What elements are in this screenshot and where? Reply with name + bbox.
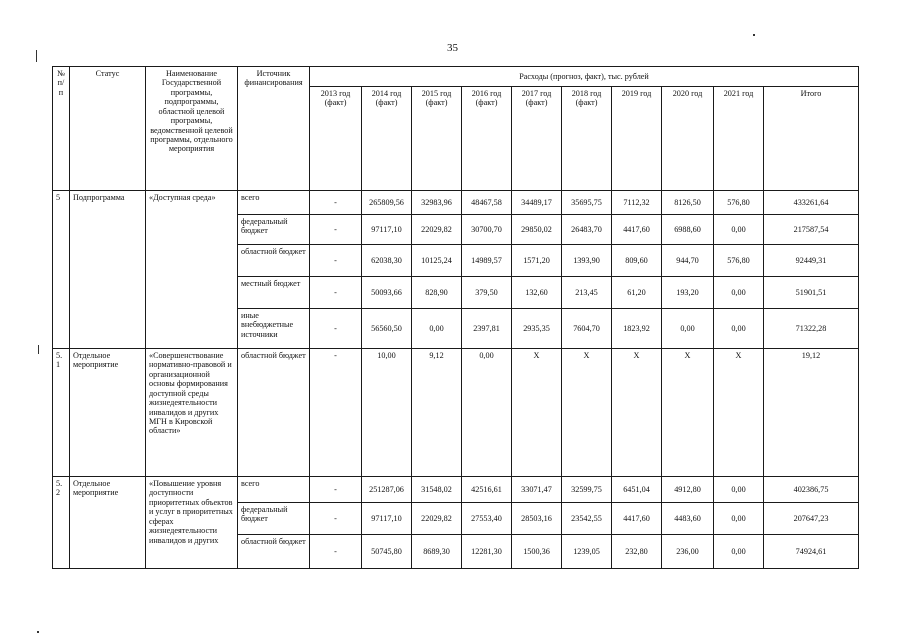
header-year: 2015 год (факт) [412, 87, 462, 191]
row-total-value: 217587,54 [764, 215, 859, 245]
row-year-value: 50093,66 [362, 277, 412, 309]
row-year-value: 0,00 [714, 309, 764, 349]
row-funding-source: областной бюджет [238, 535, 310, 569]
row-total-value: 402386,75 [764, 477, 859, 503]
row-number: 5.1 [53, 349, 70, 477]
row-year-value: 62038,30 [362, 245, 412, 277]
row-year-value: 0,00 [662, 309, 714, 349]
row-funding-source: областной бюджет [238, 349, 310, 477]
row-year-value: X [562, 349, 612, 477]
header-year: 2020 год [662, 87, 714, 191]
row-year-value: 0,00 [462, 349, 512, 477]
row-program-name: «Доступная среда» [146, 191, 238, 349]
row-year-value: 265809,56 [362, 191, 412, 215]
row-year-value: 32599,75 [562, 477, 612, 503]
row-year-value: 8689,30 [412, 535, 462, 569]
header-year: 2018 год (факт) [562, 87, 612, 191]
row-program-name: «Совершенствование нормативно-правовой и организационной основы формирования доступной среды жизнедеятельности инвалидов и других МГН в Кировской области» [146, 349, 238, 477]
row-year-value: - [310, 309, 362, 349]
row-year-value: 809,60 [612, 245, 662, 277]
row-year-value: - [310, 503, 362, 535]
row-year-value: 2935,35 [512, 309, 562, 349]
row-total-value: 433261,64 [764, 191, 859, 215]
header-status: Статус [70, 67, 146, 191]
header-year: 2017 год (факт) [512, 87, 562, 191]
row-year-value: 1393,90 [562, 245, 612, 277]
row-year-value: 0,00 [412, 309, 462, 349]
row-year-value: X [612, 349, 662, 477]
row-year-value: 33071,47 [512, 477, 562, 503]
header-year: 2016 год (факт) [462, 87, 512, 191]
row-total-value: 19,12 [764, 349, 859, 477]
header-expenses: Расходы (прогноз, факт), тыс. рублей [310, 67, 859, 87]
row-year-value: 0,00 [714, 477, 764, 503]
row-year-value: 0,00 [714, 215, 764, 245]
row-total-value: 207647,23 [764, 503, 859, 535]
header-source: Источник финансирования [238, 67, 310, 191]
row-year-value: 26483,70 [562, 215, 612, 245]
row-year-value: 29850,02 [512, 215, 562, 245]
row-year-value: X [662, 349, 714, 477]
row-year-value: 35695,75 [562, 191, 612, 215]
row-year-value: 7604,70 [562, 309, 612, 349]
row-year-value: 1571,20 [512, 245, 562, 277]
row-year-value: - [310, 245, 362, 277]
row-year-value: 28503,16 [512, 503, 562, 535]
row-year-value: 14989,57 [462, 245, 512, 277]
header-total: Итого [764, 87, 859, 191]
row-year-value: 48467,58 [462, 191, 512, 215]
row-year-value: 9,12 [412, 349, 462, 477]
row-year-value: - [310, 277, 362, 309]
scan-speck [753, 34, 755, 36]
row-year-value: 32983,96 [412, 191, 462, 215]
row-year-value: 828,90 [412, 277, 462, 309]
row-year-value: 132,60 [512, 277, 562, 309]
row-funding-source: федеральный бюджет [238, 215, 310, 245]
row-year-value: 0,00 [714, 503, 764, 535]
row-year-value: 23542,55 [562, 503, 612, 535]
row-year-value: 0,00 [714, 535, 764, 569]
row-year-value: - [310, 215, 362, 245]
row-year-value: 50745,80 [362, 535, 412, 569]
row-year-value: 22029,82 [412, 503, 462, 535]
row-year-value: 42516,61 [462, 477, 512, 503]
row-funding-source: местный бюджет [238, 277, 310, 309]
header-no: № п/п [53, 67, 70, 191]
row-year-value: - [310, 535, 362, 569]
row-year-value: 213,45 [562, 277, 612, 309]
row-year-value: 6988,60 [662, 215, 714, 245]
row-year-value: 251287,06 [362, 477, 412, 503]
row-year-value: 4417,60 [612, 215, 662, 245]
row-year-value: 4912,80 [662, 477, 714, 503]
header-year: 2014 год (факт) [362, 87, 412, 191]
row-year-value: 576,80 [714, 191, 764, 215]
row-year-value: 576,80 [714, 245, 764, 277]
row-year-value: 22029,82 [412, 215, 462, 245]
row-year-value: 8126,50 [662, 191, 714, 215]
row-year-value: - [310, 191, 362, 215]
row-total-value: 71322,28 [764, 309, 859, 349]
header-year: 2021 год [714, 87, 764, 191]
row-year-value: - [310, 349, 362, 477]
row-year-value: 97117,10 [362, 215, 412, 245]
row-year-value: 97117,10 [362, 503, 412, 535]
row-funding-source: областной бюджет [238, 245, 310, 277]
row-year-value: 10125,24 [412, 245, 462, 277]
row-total-value: 74924,61 [764, 535, 859, 569]
row-year-value: 193,20 [662, 277, 714, 309]
row-year-value: 236,00 [662, 535, 714, 569]
row-year-value: 0,00 [714, 277, 764, 309]
row-total-value: 92449,31 [764, 245, 859, 277]
scan-speck [37, 631, 39, 633]
row-year-value: 1500,36 [512, 535, 562, 569]
row-year-value: 1239,05 [562, 535, 612, 569]
row-year-value: X [512, 349, 562, 477]
row-status: Отдельное мероприятие [70, 349, 146, 477]
row-program-name: «Повышение уровня доступности приоритетных объектов и услуг в приоритетных сферах жизнедеятельности инвалидов и других [146, 477, 238, 569]
expenses-table [52, 66, 859, 569]
row-funding-source: иные внебюджетные источники [238, 309, 310, 349]
row-year-value: 944,70 [662, 245, 714, 277]
row-year-value: 379,50 [462, 277, 512, 309]
row-year-value: 2397,81 [462, 309, 512, 349]
row-year-value: - [310, 477, 362, 503]
row-year-value: 12281,30 [462, 535, 512, 569]
row-year-value: 27553,40 [462, 503, 512, 535]
row-number: 5 [53, 191, 70, 349]
row-year-value: 7112,32 [612, 191, 662, 215]
row-year-value: 61,20 [612, 277, 662, 309]
row-year-value: 232,80 [612, 535, 662, 569]
table-row [53, 191, 859, 215]
row-funding-source: федеральный бюджет [238, 503, 310, 535]
row-year-value: 30700,70 [462, 215, 512, 245]
row-year-value: 1823,92 [612, 309, 662, 349]
row-year-value: 4417,60 [612, 503, 662, 535]
row-total-value: 51901,51 [764, 277, 859, 309]
row-year-value: 6451,04 [612, 477, 662, 503]
scan-speck [36, 50, 37, 62]
table-row [53, 477, 859, 503]
row-year-value: X [714, 349, 764, 477]
header-year: 2013 год (факт) [310, 87, 362, 191]
header-name: Наименование Государственной программы, подпрограммы, областной целевой программы, ведомственной целевой программы, отдельного мероприятия [146, 67, 238, 191]
table-body [53, 191, 859, 569]
row-status: Подпрограмма [70, 191, 146, 349]
row-funding-source: всего [238, 191, 310, 215]
row-year-value: 4483,60 [662, 503, 714, 535]
scan-speck [38, 345, 39, 354]
row-year-value: 31548,02 [412, 477, 462, 503]
row-funding-source: всего [238, 477, 310, 503]
row-year-value: 56560,50 [362, 309, 412, 349]
row-status: Отдельное мероприятие [70, 477, 146, 569]
header-year: 2019 год [612, 87, 662, 191]
table-row [53, 349, 859, 477]
row-year-value: 10,00 [362, 349, 412, 477]
page-number: 35 [447, 42, 458, 54]
row-year-value: 34489,17 [512, 191, 562, 215]
row-number: 5.2 [53, 477, 70, 569]
